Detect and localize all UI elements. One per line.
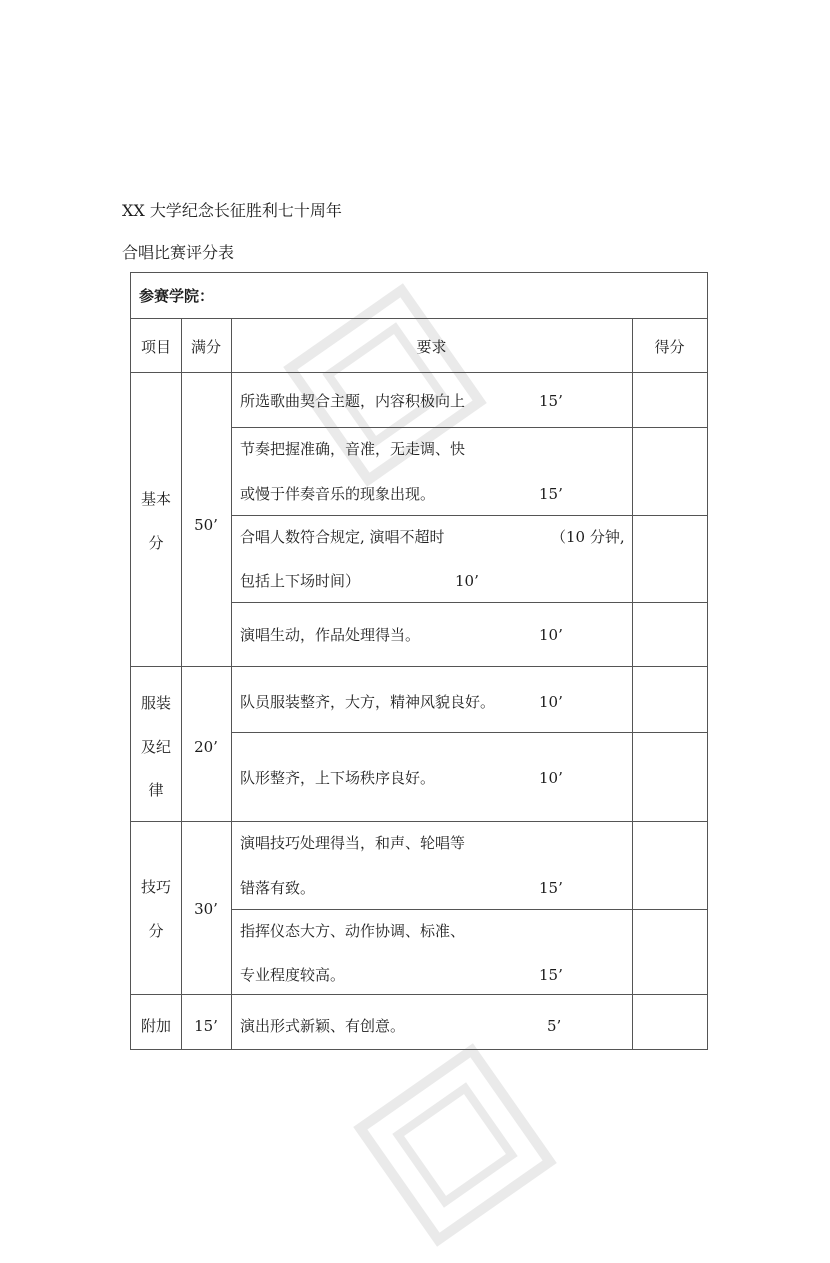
requirement-text: 队员服装整齐，大方，精神风貌良好。 <box>240 693 496 711</box>
document-subtitle: 合唱比赛评分表 <box>122 243 235 262</box>
requirement-text: 队形整齐，上下场秩序良好。 <box>240 769 436 787</box>
section-full-score: 30’ <box>194 900 218 918</box>
requirement-points: 15’ <box>539 879 563 897</box>
score-input-cell[interactable] <box>633 667 707 732</box>
requirement-points: 10’ <box>539 626 563 644</box>
requirement-points: 5’ <box>547 1017 562 1035</box>
table-rule <box>131 994 707 995</box>
requirement-text: 或慢于伴奏音乐的现象出现。 <box>240 485 436 503</box>
header-score: 得分 <box>654 338 685 356</box>
section-full-score: 20’ <box>194 738 218 756</box>
score-input-cell[interactable] <box>633 910 707 994</box>
requirement-text: 所选歌曲契合主题，内容积极向上 <box>240 392 466 410</box>
table-rule <box>131 318 707 319</box>
table-rule <box>231 318 232 1049</box>
requirement-points: 10’ <box>539 769 563 787</box>
table-rule <box>131 666 707 667</box>
requirement-text: 演唱技巧处理得当，和声、轮唱等 <box>240 834 466 852</box>
score-input-cell[interactable] <box>633 516 707 602</box>
section-name: 技巧 <box>140 878 171 896</box>
section-name: 附加 <box>140 1017 171 1035</box>
requirement-points: 15’ <box>539 392 563 410</box>
score-input-cell[interactable] <box>633 995 707 1049</box>
requirement-text: 演出形式新颖、有创意。 <box>240 1017 406 1035</box>
section-name: 基本 <box>140 490 171 508</box>
requirement-points: 10’ <box>455 572 479 590</box>
score-input-cell[interactable] <box>633 733 707 821</box>
requirement-text: 错落有致。 <box>240 879 316 897</box>
section-name: 服装 <box>140 694 171 712</box>
watermark-stamp-icon <box>337 1027 574 1263</box>
table-rule <box>131 821 707 822</box>
requirement-points: 10’ <box>539 693 563 711</box>
table-rule <box>131 372 707 373</box>
requirement-text: 指挥仪态大方、动作协调、标准、 <box>240 922 466 940</box>
score-input-cell[interactable] <box>633 603 707 666</box>
section-name: 及纪 <box>140 738 171 756</box>
section-name: 律 <box>148 781 164 799</box>
requirement-text: 节奏把握准确，音准，无走调、快 <box>240 440 466 458</box>
requirement-points: 15’ <box>539 966 563 984</box>
score-input-cell[interactable] <box>633 822 707 909</box>
requirement-text: 合唱人数符合规定, 演唱不超时 <box>240 528 445 546</box>
requirement-points: 15’ <box>539 485 563 503</box>
requirement-text: 专业程度较高。 <box>240 966 346 984</box>
college-label: 参赛学院： <box>139 287 215 305</box>
section-full-score: 15’ <box>194 1017 218 1035</box>
section-name: 分 <box>148 534 164 552</box>
header-full-score: 满分 <box>190 338 221 356</box>
score-input-cell[interactable] <box>633 428 707 515</box>
header-requirement: 要求 <box>416 338 447 356</box>
table-rule <box>181 318 182 1049</box>
requirement-text: 演唱生动，作品处理得当。 <box>240 626 421 644</box>
document-title: XX 大学纪念长征胜利七十周年 <box>122 201 342 220</box>
score-input-cell[interactable] <box>633 373 707 427</box>
score-sheet-table <box>130 272 708 1050</box>
requirement-text: 包括上下场时间） <box>240 572 361 590</box>
requirement-extra: （10 分钟, <box>551 528 625 546</box>
section-name: 分 <box>148 922 164 940</box>
section-full-score: 50’ <box>194 516 218 534</box>
header-item: 项目 <box>140 338 171 356</box>
